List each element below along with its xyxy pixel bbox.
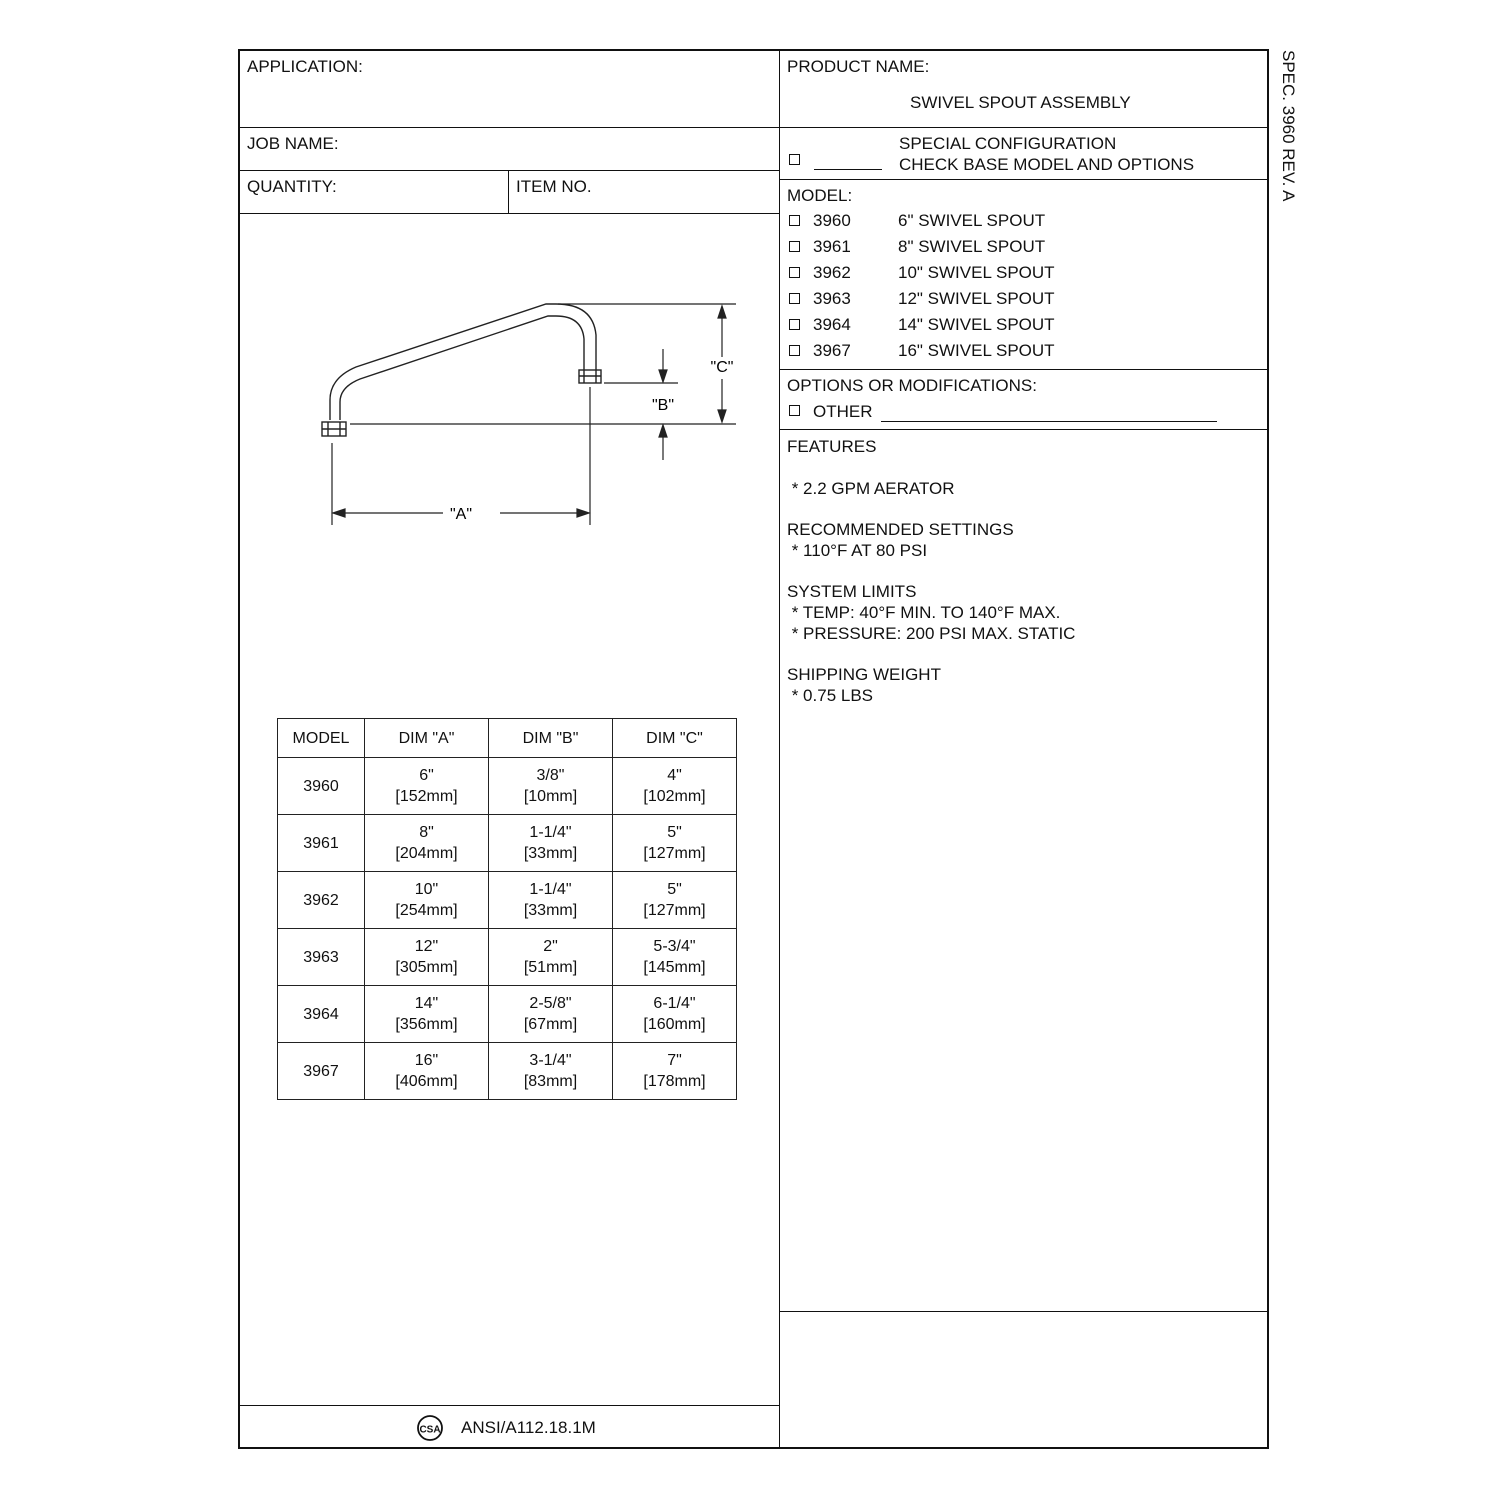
dim-c-cell bbox=[613, 758, 737, 815]
table-row bbox=[278, 758, 737, 815]
table-row bbox=[278, 986, 737, 1043]
product-name-label: PRODUCT NAME: bbox=[787, 57, 930, 76]
dimension-table bbox=[277, 718, 737, 1100]
divider-options bbox=[779, 429, 1269, 430]
model-number: 3962 bbox=[813, 263, 851, 282]
spec-code: SPEC. 3960 REV. A bbox=[1279, 50, 1298, 202]
dim-mm: [145mm] bbox=[643, 959, 706, 976]
model-description: 14" SWIVEL SPOUT bbox=[898, 315, 1055, 334]
dim-b-cell bbox=[489, 815, 613, 872]
dim-a-cell bbox=[365, 929, 489, 986]
model-number: 3963 bbox=[813, 289, 851, 308]
features-title: FEATURES bbox=[787, 437, 877, 456]
model-checkbox[interactable] bbox=[789, 215, 800, 226]
model-number: 3961 bbox=[813, 237, 851, 256]
table-row bbox=[278, 815, 737, 872]
dim-mm: [178mm] bbox=[643, 1073, 706, 1090]
limits-title: SYSTEM LIMITS bbox=[787, 582, 917, 601]
weight-title: SHIPPING WEIGHT bbox=[787, 665, 941, 684]
dim-inch: 1-1/4" bbox=[529, 881, 572, 898]
settings-title: RECOMMENDED SETTINGS bbox=[787, 520, 1014, 539]
dim-c-cell bbox=[613, 815, 737, 872]
model-description: 10" SWIVEL SPOUT bbox=[898, 263, 1055, 282]
other-blank[interactable] bbox=[881, 421, 1217, 422]
model-description: 6" SWIVEL SPOUT bbox=[898, 211, 1046, 230]
model-description: 16" SWIVEL SPOUT bbox=[898, 341, 1055, 360]
dim-inch: 16" bbox=[414, 1052, 439, 1069]
dim-c-cell bbox=[613, 986, 737, 1043]
model-cell: 3964 bbox=[278, 986, 365, 1043]
model-number: 3967 bbox=[813, 341, 851, 360]
dim-inch: 12" bbox=[414, 938, 439, 955]
dim-mm: [83mm] bbox=[523, 1073, 578, 1090]
dim-mm: [406mm] bbox=[395, 1073, 458, 1090]
column-header: DIM "B" bbox=[489, 719, 613, 758]
dim-mm: [254mm] bbox=[395, 902, 458, 919]
dim-inch: 1-1/4" bbox=[529, 824, 572, 841]
models-label: MODEL: bbox=[787, 186, 853, 205]
spout-drawing bbox=[238, 215, 779, 555]
model-description: 12" SWIVEL SPOUT bbox=[898, 289, 1055, 308]
divider-footer bbox=[238, 1405, 779, 1406]
dim-inch: 5-3/4" bbox=[653, 938, 696, 955]
special-config-blank bbox=[814, 169, 882, 170]
dim-b-cell bbox=[489, 872, 613, 929]
dim-inch: 5" bbox=[667, 824, 682, 841]
product-name: SWIVEL SPOUT ASSEMBLY bbox=[910, 93, 1131, 112]
model-cell: 3962 bbox=[278, 872, 365, 929]
other-checkbox[interactable] bbox=[789, 405, 800, 416]
csa-logo-text: CSA bbox=[419, 1424, 441, 1436]
dim-mm: [204mm] bbox=[395, 845, 458, 862]
dimension-lines bbox=[332, 304, 736, 525]
dim-a-cell bbox=[365, 872, 489, 929]
model-checkbox[interactable] bbox=[789, 267, 800, 278]
dim-b-cell bbox=[489, 929, 613, 986]
dim-mm: [33mm] bbox=[523, 902, 578, 919]
settings-item: * 110°F AT 80 PSI bbox=[787, 541, 928, 560]
column-header: DIM "C" bbox=[613, 719, 737, 758]
model-checkbox[interactable] bbox=[789, 241, 800, 252]
weight-item: * 0.75 LBS bbox=[787, 686, 874, 705]
dim-a-cell bbox=[365, 986, 489, 1043]
dim-b-cell bbox=[489, 758, 613, 815]
job-name-label: JOB NAME: bbox=[247, 134, 339, 153]
dim-mm: [305mm] bbox=[395, 959, 458, 976]
center-divider bbox=[779, 49, 780, 1449]
dim-inch: 2-5/8" bbox=[529, 995, 572, 1012]
divider-quantity bbox=[238, 213, 779, 214]
dim-inch: 8" bbox=[419, 824, 434, 841]
dim-inch: 2" bbox=[543, 938, 558, 955]
dim-mm: [10mm] bbox=[523, 788, 578, 805]
dim-mm: [160mm] bbox=[643, 1016, 706, 1033]
dim-inch: 5" bbox=[667, 881, 682, 898]
model-number: 3960 bbox=[813, 211, 851, 230]
table-header-row bbox=[278, 719, 737, 758]
divider-item-no bbox=[508, 170, 509, 213]
dim-inch: 4" bbox=[667, 767, 682, 784]
dim-mm: [102mm] bbox=[643, 788, 706, 805]
spout-outline bbox=[322, 304, 601, 436]
divider-features-bottom bbox=[779, 1311, 1269, 1312]
column-header: MODEL bbox=[278, 719, 365, 758]
model-cell: 3960 bbox=[278, 758, 365, 815]
dim-mm: [67mm] bbox=[523, 1016, 578, 1033]
dim-mm: [127mm] bbox=[643, 902, 706, 919]
dim-mm: [51mm] bbox=[523, 959, 578, 976]
column-header: DIM "A" bbox=[365, 719, 489, 758]
model-cell: 3961 bbox=[278, 815, 365, 872]
csa-logo-icon bbox=[416, 1414, 444, 1442]
dim-c-cell bbox=[613, 1043, 737, 1100]
dim-inch: 6-1/4" bbox=[653, 995, 696, 1012]
divider-models bbox=[779, 369, 1269, 370]
dim-mm: [152mm] bbox=[395, 788, 458, 805]
dim-b-cell bbox=[489, 986, 613, 1043]
divider-application bbox=[238, 127, 1269, 128]
dim-mm: [356mm] bbox=[395, 1016, 458, 1033]
dim-b-label: "B" bbox=[651, 397, 675, 414]
dim-b-cell bbox=[489, 1043, 613, 1100]
dim-inch: 7" bbox=[667, 1052, 682, 1069]
quantity-label: QUANTITY: bbox=[247, 177, 337, 196]
special-config-line2: CHECK BASE MODEL AND OPTIONS bbox=[899, 155, 1195, 174]
table-row bbox=[278, 1043, 737, 1100]
other-label: OTHER bbox=[813, 402, 873, 421]
dim-a-cell bbox=[365, 758, 489, 815]
dim-mm: [33mm] bbox=[523, 845, 578, 862]
table-row bbox=[278, 872, 737, 929]
model-cell: 3967 bbox=[278, 1043, 365, 1100]
divider-special-config bbox=[779, 179, 1269, 180]
limits-temp: * TEMP: 40°F MIN. TO 140°F MAX. bbox=[787, 603, 1061, 622]
limits-pressure: * PRESSURE: 200 PSI MAX. STATIC bbox=[787, 624, 1076, 643]
model-checkbox[interactable] bbox=[789, 345, 800, 356]
dim-a-cell bbox=[365, 815, 489, 872]
dim-c-cell bbox=[613, 929, 737, 986]
options-label: OPTIONS OR MODIFICATIONS: bbox=[787, 376, 1037, 395]
dim-inch: 6" bbox=[419, 767, 434, 784]
special-config-line1: SPECIAL CONFIGURATION bbox=[899, 134, 1117, 153]
model-cell: 3963 bbox=[278, 929, 365, 986]
special-config-checkbox[interactable] bbox=[789, 154, 800, 165]
application-label: APPLICATION: bbox=[247, 57, 363, 76]
dim-c-cell bbox=[613, 872, 737, 929]
certification-label: ANSI/A112.18.1M bbox=[461, 1418, 596, 1437]
model-number: 3964 bbox=[813, 315, 851, 334]
table-row bbox=[278, 929, 737, 986]
dim-inch: 10" bbox=[414, 881, 439, 898]
model-checkbox[interactable] bbox=[789, 319, 800, 330]
dim-inch: 3-1/4" bbox=[529, 1052, 572, 1069]
dim-c-label: "C" bbox=[710, 359, 734, 376]
dim-mm: [127mm] bbox=[643, 845, 706, 862]
item-no-label: ITEM NO. bbox=[516, 177, 592, 196]
feature-aerator: * 2.2 GPM AERATOR bbox=[787, 479, 955, 498]
dim-a-cell bbox=[365, 1043, 489, 1100]
dim-inch: 14" bbox=[414, 995, 439, 1012]
dim-inch: 3/8" bbox=[536, 767, 565, 784]
model-checkbox[interactable] bbox=[789, 293, 800, 304]
model-description: 8" SWIVEL SPOUT bbox=[898, 237, 1046, 256]
dim-a-label: "A" bbox=[449, 506, 473, 523]
